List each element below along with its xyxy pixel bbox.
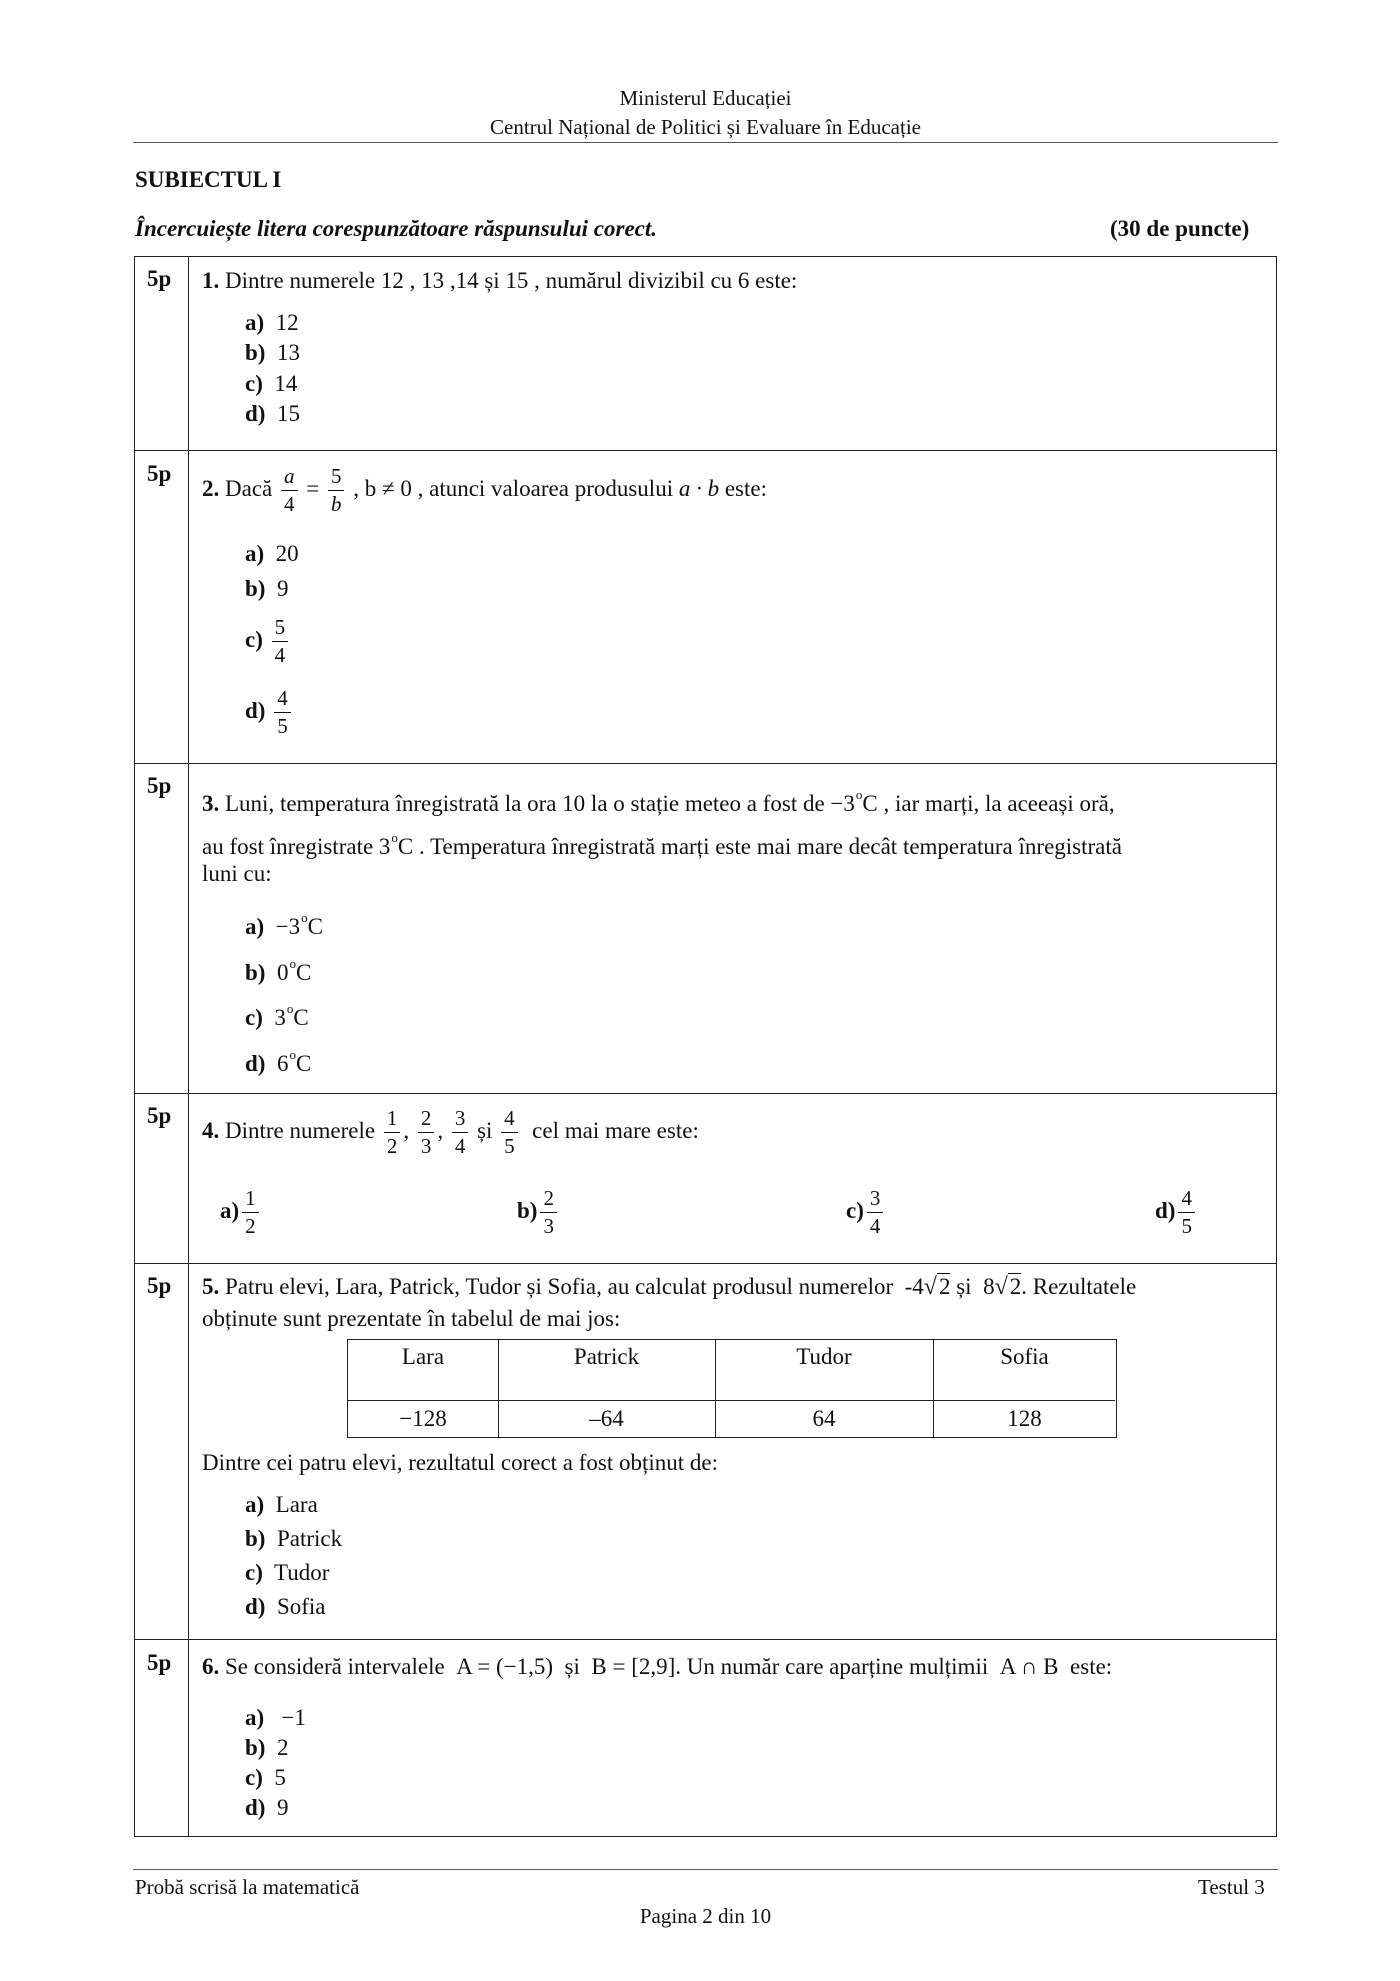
degree-symbol: o: [289, 956, 296, 971]
question-number: 3.: [202, 791, 220, 816]
score-column-divider: [188, 256, 189, 1837]
option-label: b): [245, 960, 266, 985]
option-value: Sofia: [276, 1594, 326, 1619]
section-instruction: Încercuiește litera corespunzătoare răspunsului corect.: [135, 216, 658, 241]
option-label: a): [220, 1197, 240, 1223]
question-number: 1.: [202, 268, 220, 293]
footer-page-number: Pagina 2 din 10: [639, 1904, 772, 1928]
fraction: [452, 1108, 469, 1157]
row-divider: [134, 1263, 1277, 1264]
fraction-5-over-b: [328, 466, 345, 515]
conjunction: și: [477, 1117, 493, 1143]
option-value: Patrick: [276, 1526, 343, 1551]
option-label: a): [245, 1705, 265, 1730]
equals-sign: =: [306, 475, 320, 501]
conjunction: și: [956, 1274, 972, 1299]
option-label: d): [245, 1795, 266, 1820]
option-value: 3: [274, 1005, 286, 1030]
degree-symbol: o: [286, 1001, 294, 1016]
footer-divider: [133, 1869, 1278, 1870]
table-header-cell: Tudor: [796, 1344, 852, 1369]
question-3-line-3: luni cu:: [202, 861, 272, 886]
header-ministry: Ministerul Educației: [619, 86, 792, 110]
option-label: a): [245, 1492, 265, 1517]
denominator: 2: [245, 1214, 256, 1238]
question-stem: Patru elevi, Lara, Patrick, Tudor și Sofia, au calculat produsul numerelor: [225, 1274, 894, 1299]
set-a: A = (−1,5): [456, 1654, 554, 1679]
degree-symbol: o: [855, 787, 863, 802]
table-value-cell: –64: [589, 1406, 624, 1431]
option-label: c): [245, 1005, 263, 1030]
option-value: 20: [275, 541, 299, 566]
question-5-line-1: [202, 1272, 1136, 1302]
denominator: b: [330, 492, 342, 516]
numerator: 1: [242, 1188, 259, 1213]
sqrt-icon: √: [923, 1274, 937, 1300]
question-stem: . Un număr care aparține mulțimii: [675, 1654, 989, 1679]
denominator: 5: [277, 714, 288, 738]
numerator: 4: [501, 1108, 518, 1133]
option-value: −1: [281, 1705, 306, 1730]
option-fraction: [867, 1188, 884, 1237]
table-row-divider: [348, 1400, 1115, 1401]
option-label: d): [245, 1594, 266, 1619]
footer-test-number: Testul 3: [1198, 1875, 1265, 1899]
option-a[interactable]: [245, 910, 323, 940]
denominator: 2: [386, 1134, 398, 1158]
option-label: d): [245, 401, 266, 426]
option-b[interactable]: [245, 956, 311, 986]
option-label: a): [245, 914, 265, 939]
section-points: (30 de puncte): [1110, 216, 1250, 241]
question-stem-post: cel mai mare este:: [532, 1117, 699, 1143]
option-b[interactable]: [245, 576, 288, 602]
row-divider: [134, 763, 1277, 764]
table-value-cell: 128: [1007, 1406, 1042, 1431]
option-label: b): [245, 340, 266, 365]
numerator: 2: [418, 1108, 435, 1133]
number-2-coefficient: 8: [983, 1274, 995, 1299]
radicand: 2: [1009, 1274, 1022, 1299]
question-stem: Dintre numerele 12 , 13 ,14 și 15 , numărul divizibil cu 6 este:: [225, 268, 798, 293]
option-label: b): [245, 1735, 266, 1760]
question-stem: C . Temperatura înregistrată marți este mai mare decât temperatura înregistrată: [397, 834, 1122, 859]
option-b[interactable]: [517, 1188, 560, 1237]
numerator: a: [281, 466, 298, 491]
question-4-text: 4. Dintre numerele $\frac{1}{2}$ , $\frac{2}{3}$ , $\frac{3}{4}$ și $\frac{4}{5}$ cel mai mare este:: [202, 1106, 699, 1158]
option-value: 6: [276, 1051, 289, 1076]
footer-exam-name: Probă scrisă la matematică: [135, 1875, 360, 1899]
option-value: 15: [276, 401, 300, 426]
denominator: 3: [420, 1134, 432, 1158]
denominator: 5: [504, 1134, 515, 1158]
question-number: 2.: [202, 475, 220, 501]
question-stem-pre: Dintre numerele: [225, 1117, 376, 1143]
fraction: [384, 1108, 401, 1157]
table-value-cell: −128: [399, 1406, 447, 1431]
row-divider: [134, 1639, 1277, 1640]
numerator: 1: [384, 1108, 401, 1133]
table-header-cell: Sofia: [1000, 1344, 1049, 1369]
option-d[interactable]: [1155, 1188, 1198, 1237]
header-center: Centrul Național de Politici și Evaluare în Educație: [490, 115, 921, 139]
degree-symbol: o: [301, 910, 308, 925]
option-d[interactable]: [245, 1594, 326, 1620]
question-number: 5.: [202, 1274, 220, 1299]
set-b: B = [2,9]: [591, 1654, 676, 1679]
question-stem: au fost înregistrate 3: [202, 834, 391, 859]
question-stem: este:: [1070, 1654, 1113, 1679]
denominator: 4: [454, 1134, 466, 1158]
question-3-line-1: [202, 780, 1115, 819]
question-stem: . Rezultatele: [1021, 1274, 1137, 1299]
unit: C: [307, 914, 323, 939]
intersection: A ∩ B: [999, 1654, 1059, 1679]
option-value: 14: [274, 371, 298, 396]
question-3-line-2: [202, 823, 1122, 862]
numerator: 3: [867, 1188, 884, 1213]
fraction-a-over-4: [281, 466, 298, 515]
question-number: 4.: [202, 1117, 220, 1143]
question-stem: Se consideră intervalele: [225, 1654, 445, 1679]
option-label: c): [245, 1560, 263, 1585]
option-label: c): [245, 1765, 263, 1790]
option-fraction: [272, 617, 289, 666]
fraction: [501, 1108, 518, 1157]
numerator: 4: [1178, 1188, 1195, 1213]
option-label: c): [846, 1197, 864, 1223]
numerator: 5: [328, 466, 345, 491]
unit: C: [295, 1051, 312, 1076]
option-label: b): [517, 1197, 538, 1223]
option-c[interactable]: [245, 1765, 286, 1791]
option-b[interactable]: [245, 1735, 288, 1761]
numerator: 2: [540, 1188, 557, 1213]
option-fraction: [1178, 1188, 1195, 1237]
question-score: 5p: [147, 461, 172, 486]
option-label: d): [1155, 1197, 1176, 1223]
option-c[interactable]: [846, 1188, 886, 1237]
degree-symbol: o: [391, 830, 398, 845]
numerator: 3: [452, 1108, 469, 1133]
radicand: 2: [938, 1274, 951, 1299]
question-6-text: [202, 1652, 1112, 1682]
denominator: 4: [869, 1214, 881, 1238]
question-score: 5p: [147, 1273, 172, 1298]
results-table: [347, 1339, 1117, 1438]
question-number: 6.: [202, 1654, 220, 1679]
option-d[interactable]: [245, 1795, 288, 1821]
denominator: 4: [274, 643, 286, 667]
product-expression: a · b: [678, 475, 720, 501]
number-1-coefficient: -4: [904, 1274, 924, 1299]
option-value: 2: [276, 1735, 289, 1760]
question-stem-pre: Dacă: [225, 475, 273, 501]
unit: C: [295, 960, 312, 985]
question-score: 5p: [147, 1650, 172, 1675]
option-fraction: [540, 1188, 557, 1237]
option-c[interactable]: [245, 371, 297, 397]
option-label: c): [245, 626, 263, 652]
row-divider: [134, 450, 1277, 451]
option-d[interactable]: [245, 1047, 311, 1077]
question-5-line-2: obținute sunt prezentate în tabelul de mai jos:: [202, 1306, 621, 1331]
option-d[interactable]: [245, 401, 300, 427]
row-divider: [134, 1093, 1277, 1094]
option-a[interactable]: [245, 1492, 318, 1518]
option-label: d): [245, 1051, 266, 1076]
option-b[interactable]: [245, 340, 300, 366]
table-value-cell: 64: [812, 1406, 836, 1431]
option-b[interactable]: [245, 1526, 342, 1552]
sqrt-icon: √: [994, 1274, 1008, 1300]
header-divider: [133, 142, 1278, 143]
question-stem: C , iar marți, la aceeași oră,: [862, 791, 1115, 816]
condition-text: , b ≠ 0 , atunci valoarea produsului: [353, 475, 674, 501]
option-d[interactable]: [245, 688, 294, 737]
option-value: Lara: [275, 1492, 318, 1517]
denominator: 4: [284, 492, 295, 516]
question-stem-post: este:: [724, 475, 767, 501]
unit: C: [293, 1005, 309, 1030]
question-1-text: [202, 266, 797, 296]
option-value: Tudor: [273, 1560, 330, 1585]
fraction: [418, 1108, 435, 1157]
option-value: 13: [276, 340, 300, 365]
option-label: c): [245, 371, 263, 396]
question-stem: Luni, temperatura înregistrată la ora 10 la o stație meteo a fost de −3: [225, 791, 855, 816]
option-c[interactable]: [245, 1001, 309, 1031]
option-label: b): [245, 576, 266, 601]
question-score: 5p: [147, 266, 172, 291]
option-fraction: [242, 1188, 259, 1237]
denominator: 5: [1181, 1214, 1192, 1238]
option-value: 9: [276, 1795, 289, 1820]
numerator: 5: [272, 617, 289, 642]
option-value: 9: [276, 576, 289, 601]
question-5-line-3: Dintre cei patru elevi, rezultatul corect a fost obținut de:: [202, 1450, 719, 1475]
option-a[interactable]: [245, 310, 299, 336]
option-label: a): [245, 541, 265, 566]
option-label: d): [245, 697, 266, 723]
numerator: 4: [274, 688, 291, 713]
option-value: 5: [274, 1765, 286, 1790]
question-score: 5p: [147, 773, 172, 798]
conjunction: și: [564, 1654, 580, 1679]
option-a[interactable]: [245, 541, 299, 567]
question-2-text: [202, 466, 767, 515]
option-value: 12: [275, 310, 299, 335]
degree-symbol: o: [289, 1047, 296, 1062]
option-c[interactable]: [245, 617, 291, 666]
option-c[interactable]: [245, 1560, 329, 1586]
option-value: −3: [275, 914, 301, 939]
question-score: 5p: [147, 1103, 172, 1128]
table-header-cell: Lara: [401, 1344, 445, 1369]
option-a[interactable]: [220, 1188, 262, 1237]
table-header-cell: Patrick: [573, 1344, 640, 1369]
section-title: SUBIECTUL I: [135, 167, 282, 192]
option-value: 0: [276, 960, 289, 985]
option-label: b): [245, 1526, 266, 1551]
option-a[interactable]: [245, 1705, 306, 1731]
denominator: 3: [543, 1214, 554, 1238]
option-label: a): [245, 310, 265, 335]
option-fraction: [274, 688, 291, 737]
